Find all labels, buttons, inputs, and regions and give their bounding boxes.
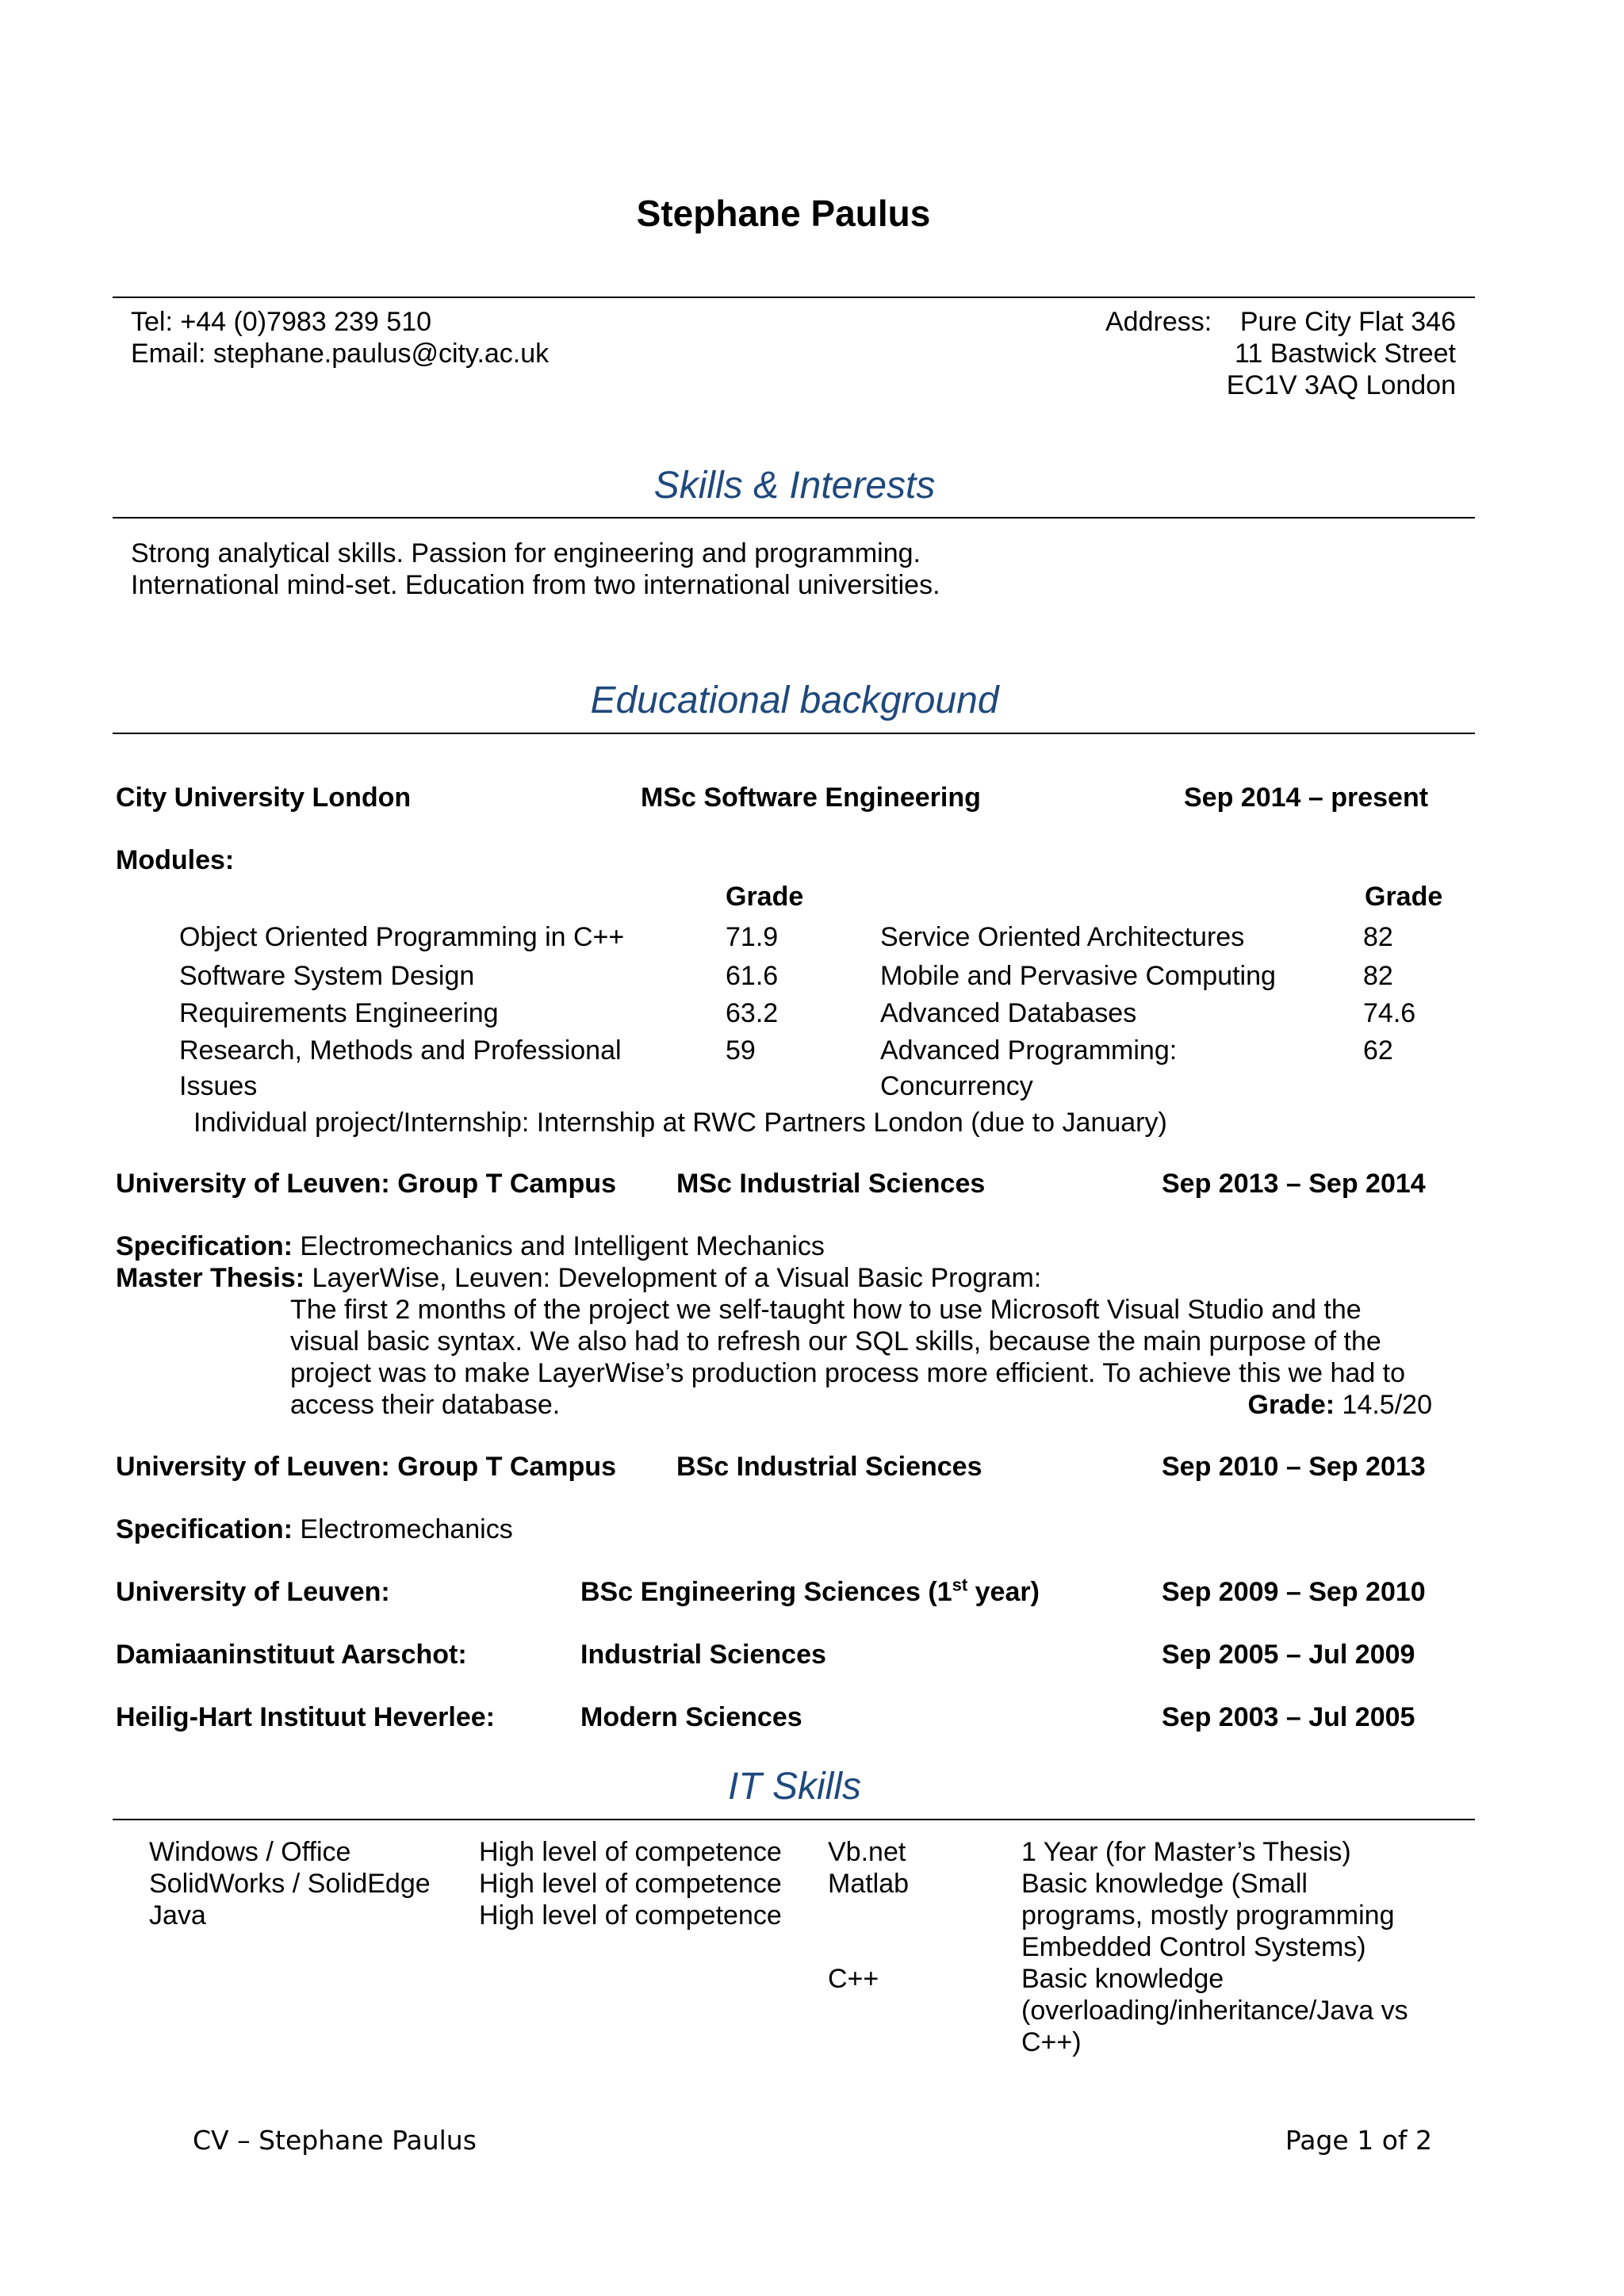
module-grade: 74.6 [1363,998,1416,1028]
module-name-continued: Issues [179,1071,258,1101]
it-skill-level-continued: C++) [1021,2027,1082,2057]
skills-line-2: International mind-set. Education from two international universities. [131,570,940,600]
thesis-grade [1110,1389,1432,1421]
it-skill-name: Vb.net [828,1837,906,1867]
skills-line-1: Strong analytical skills. Passion for engineering and programming. [131,538,921,568]
it-skill-name: SolidWorks / SolidEdge [149,1869,431,1899]
it-skill-level-continued: (overloading/inheritance/Java vs [1021,1996,1408,2026]
module-name-continued: Concurrency [880,1071,1033,1101]
it-skill-name: Java [149,1900,206,1931]
it-skill-level: High level of competence [479,1837,782,1867]
grade-header-right: Grade [1365,882,1443,912]
leuven-bsc-dates: Sep 2010 – Sep 2013 [1162,1452,1426,1482]
degree-text: BSc Engineering Sciences (1 [580,1577,952,1607]
modules-label: Modules: [116,845,235,875]
damiaan-degree: Industrial Sciences [580,1640,826,1670]
it-skill-level: Basic knowledge (Small [1021,1869,1308,1899]
master-thesis-label: Master Thesis: [116,1263,305,1293]
specification-value: Electromechanics and Intelligent Mechanics [300,1231,825,1261]
city-degree: MSc Software Engineering [641,783,981,813]
it-skill-level-continued: programs, mostly programming [1021,1900,1395,1931]
module-grade: 82 [1363,922,1393,952]
it-skill-level: Basic knowledge [1021,1964,1224,1994]
address-line-3: EC1V 3AQ London [1226,370,1456,400]
email-address: Email: stephane.paulus@city.ac.uk [131,339,550,369]
leuven-bsc-degree: BSc Industrial Sciences [676,1452,982,1482]
module-grade: 59 [726,1035,756,1066]
specification-value: Electromechanics [300,1514,513,1544]
leuven-msc-institution: University of Leuven: Group T Campus [116,1169,616,1199]
address-line-1: Pure City Flat 346 [1239,307,1456,337]
leuven-eng-degree [580,1576,1040,1608]
module-name: Software System Design [179,961,475,991]
education-section-title: Educational background [590,679,999,721]
degree-text-end: year) [967,1577,1040,1607]
specification-label: Specification: [116,1514,293,1544]
thesis-description-line: project was to make LayerWise’s production process more efficient. To achieve this we had to [290,1358,1406,1388]
heilig-degree: Modern Sciences [580,1702,802,1732]
it-divider [113,1819,1475,1820]
leuven-bsc-specification [116,1513,513,1545]
module-name: Mobile and Pervasive Computing [880,961,1276,991]
degree-superscript: st [952,1575,968,1595]
it-skill-name: Windows / Office [149,1837,351,1867]
address-label: Address: [1105,307,1212,337]
internship-project: Individual project/Internship: Internship at RWC Partners London (due to January) [193,1108,1167,1138]
address-line-2: 11 Bastwick Street [1234,339,1456,369]
it-skill-level: High level of competence [479,1900,782,1931]
footer-title: CV – Stephane Paulus [193,2125,477,2156]
module-name: Object Oriented Programming in C++ [179,922,625,952]
it-skill-level: High level of competence [479,1869,782,1899]
leuven-eng-dates: Sep 2009 – Sep 2010 [1162,1577,1426,1607]
module-name: Requirements Engineering [179,998,499,1028]
module-grade: 62 [1363,1035,1393,1066]
cv-name: Stephane Paulus [636,193,931,234]
thesis-grade-value: 14.5/20 [1342,1390,1432,1420]
phone-number: Tel: +44 (0)7983 239 510 [131,307,432,337]
thesis-grade-label: Grade: [1247,1390,1335,1420]
it-skill-level-continued: Embedded Control Systems) [1021,1932,1366,1962]
education-divider [113,733,1475,734]
module-name: Research, Methods and Professional [179,1035,622,1066]
it-section-title: IT Skills [728,1766,861,1808]
skills-divider [113,517,1475,519]
module-grade: 82 [1363,961,1393,991]
module-name: Service Oriented Architectures [880,922,1245,952]
specification-label: Specification: [116,1231,293,1261]
master-thesis-title: LayerWise, Leuven: Development of a Visual Basic Program: [312,1263,1042,1293]
module-grade: 61.6 [726,961,779,991]
leuven-msc-degree: MSc Industrial Sciences [676,1169,986,1199]
header-divider [113,297,1475,298]
thesis-description-line: access their database. [290,1390,561,1420]
leuven-msc-dates: Sep 2013 – Sep 2014 [1162,1169,1426,1199]
module-grade: 71.9 [726,922,779,952]
skills-section-title: Skills & Interests [653,465,936,507]
thesis-description-line: visual basic syntax. We also had to refresh our SQL skills, because the main purpose of the [290,1326,1381,1357]
heilig-dates: Sep 2003 – Jul 2005 [1162,1702,1415,1732]
footer-page-number: Page 1 of 2 [1285,2125,1432,2156]
module-name: Advanced Programming: [880,1035,1178,1066]
it-skill-name: Matlab [828,1869,910,1899]
leuven-msc-specification [116,1230,825,1262]
leuven-bsc-institution: University of Leuven: Group T Campus [116,1452,616,1482]
heilig-institution: Heilig-Hart Instituut Heverlee: [116,1702,495,1732]
it-skill-name: C++ [828,1964,879,1994]
damiaan-dates: Sep 2005 – Jul 2009 [1162,1640,1415,1670]
city-institution: City University London [116,783,412,813]
thesis-description-line: The first 2 months of the project we self-taught how to use Microsoft Visual Studio and the [290,1295,1362,1325]
city-dates: Sep 2014 – present [1184,783,1429,813]
grade-header-left: Grade [726,882,804,912]
module-grade: 63.2 [726,998,779,1028]
leuven-eng-institution: University of Leuven: [116,1577,390,1607]
it-skill-level: 1 Year (for Master’s Thesis) [1021,1837,1351,1867]
master-thesis [116,1262,1041,1294]
module-name: Advanced Databases [880,998,1137,1028]
damiaan-institution: Damiaaninstituut Aarschot: [116,1640,467,1670]
